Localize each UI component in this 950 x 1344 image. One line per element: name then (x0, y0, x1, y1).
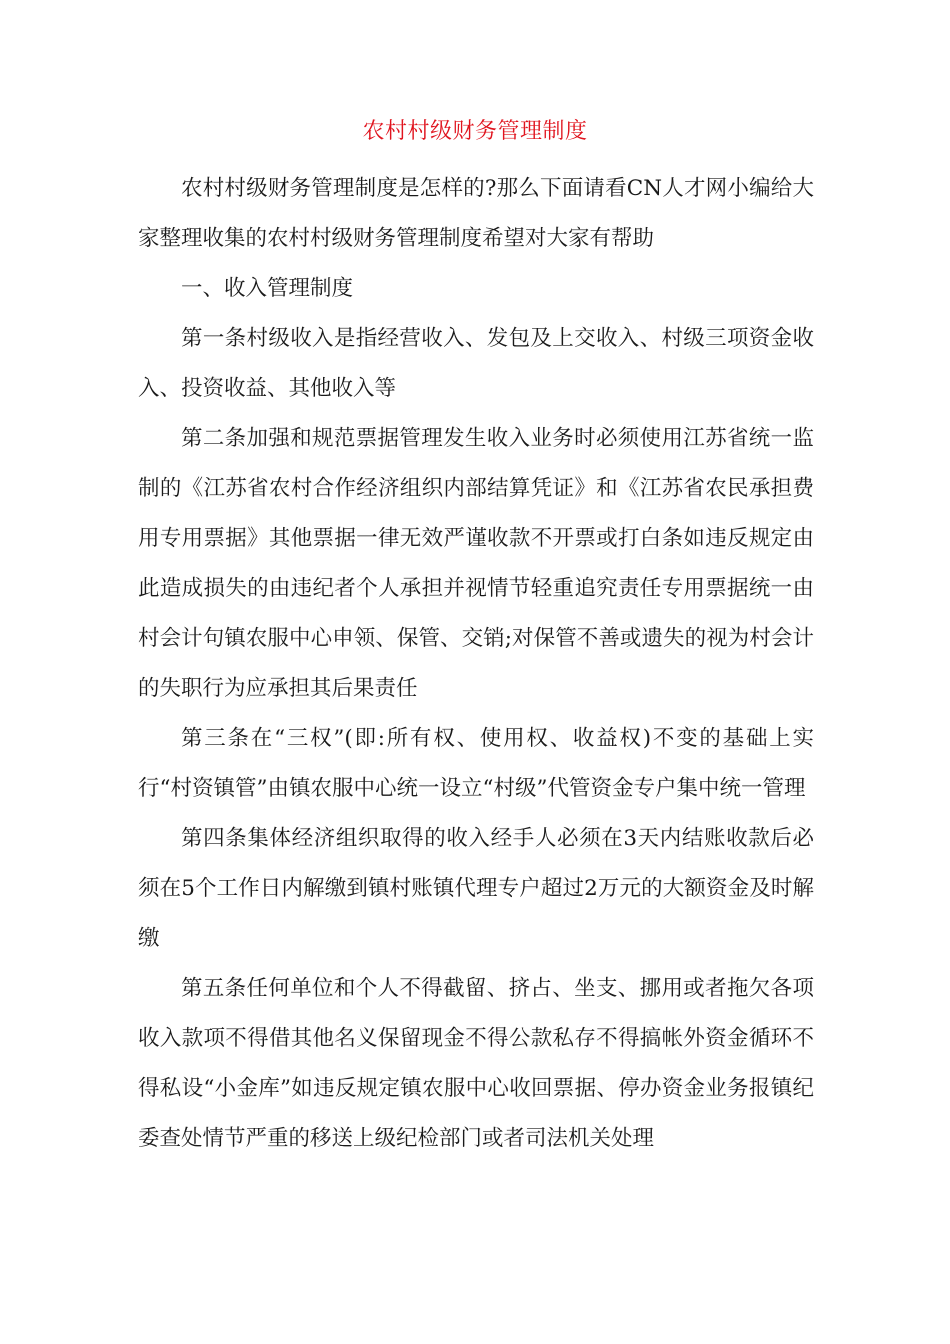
document-title: 农村村级财务管理制度 (362, 119, 588, 144)
paragraph-article-1: 第一条村级收入是指经营收入、发包及上交收入、村级三项资金收入、投资收益、其他收入等 (138, 326, 814, 401)
paragraph-intro: 农村村级财务管理制度是怎样的?那么下面请看CN人才网小编给大家整理收集的农村村级财务管理制度希望对大家有帮助 (138, 176, 814, 251)
paragraph-article-5: 第五条任何单位和个人不得截留、挤占、坐支、挪用或者拖欠各项收入款项不得借其他名义保留现金不得公款私存不得搞帐外资金循环不得私设“小金库”如违反规定镇农服中心收回票据、停办资金业务报镇纪委查处情节严重的移送上级纪检部门或者司法机关处理 (138, 976, 814, 1151)
paragraph-article-2: 第二条加强和规范票据管理发生收入业务时必须使用江苏省统一监制的《江苏省农村合作经济组织内部结算凭证》和《江苏省农民承担费用专用票据》其他票据一律无效严谨收款不开票或打白条如违反规定由此造成损失的由违纪者个人承担并视情节轻重追究责任专用票据统一由村会计句镇农服中心申领、保管、交销;对保管不善或遗失的视为村会计的失职行为应承担其后果责任 (138, 426, 814, 701)
paragraph-article-4: 第四条集体经济组织取得的收入经手人必须在3天内结账收款后必须在5个工作日内解缴到镇村账镇代理专户超过2万元的大额资金及时解缴 (138, 826, 814, 951)
paragraph-article-3: 第三条在“三权”(即:所有权、使用权、收益权)不变的基础上实行“村资镇管”由镇农服中心统一设立“村级”代管资金专户集中统一管理 (138, 726, 814, 801)
section-heading-income: 一、收入管理制度 (181, 276, 354, 301)
document-body (138, 164, 814, 1164)
